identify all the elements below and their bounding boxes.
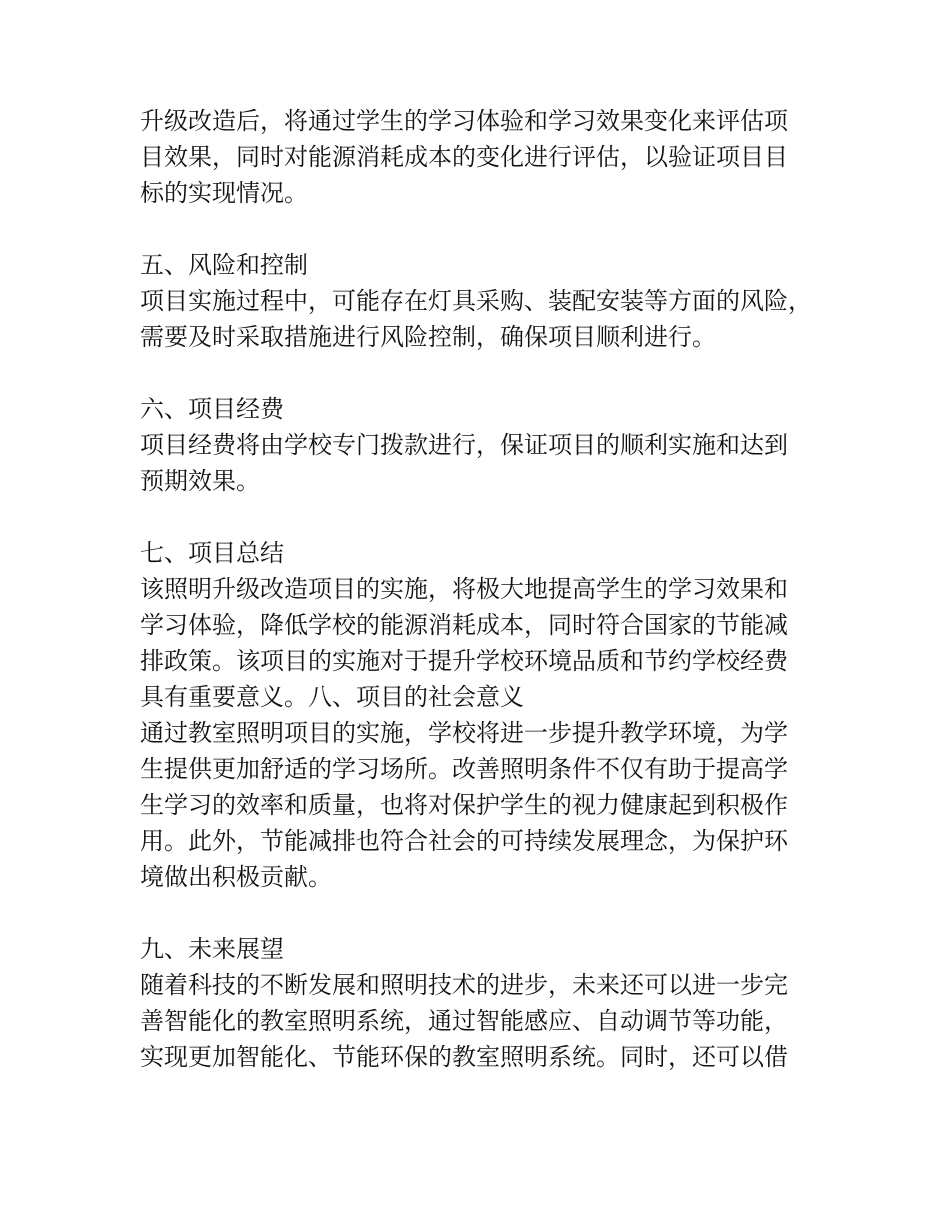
paragraph-gap — [140, 355, 830, 391]
body-line: 该照明升级改造项目的实施，将极大地提高学生的学习效果和 — [140, 575, 788, 603]
body-line: 标的实现情况。 — [140, 179, 308, 207]
body-line: 实现更加智能化、节能环保的教室照明系统。同时，还可以借 — [140, 1043, 788, 1071]
body-line: 具有重要意义。八、项目的社会意义 — [140, 683, 524, 711]
body-line: 升级改造后，将通过学生的学习体验和学习效果变化来评估项 — [140, 107, 788, 135]
section-heading-outlook: 九、未来展望 — [140, 935, 284, 963]
body-line: 境做出积极贡献。 — [140, 863, 332, 891]
body-line: 预期效果。 — [140, 467, 260, 495]
body-line: 生学习的效率和质量，也将对保护学生的视力健康起到积极作 — [140, 791, 788, 819]
body-line: 用。此外，节能减排也符合社会的可持续发展理念，为保护环 — [140, 827, 788, 855]
body-line: 项目实施过程中，可能存在灯具采购、装配安装等方面的风险， — [140, 287, 812, 315]
section-heading-risk-control: 五、风险和控制 — [140, 251, 308, 279]
paragraph-gap — [140, 211, 830, 247]
body-line: 随着科技的不断发展和照明技术的进步，未来还可以进一步完 — [140, 971, 788, 999]
paragraph-gap — [140, 499, 830, 535]
paragraph-gap — [140, 895, 830, 931]
body-line: 学习体验，降低学校的能源消耗成本，同时符合国家的节能减 — [140, 611, 788, 639]
body-line: 通过教室照明项目的实施，学校将进一步提升教学环境，为学 — [140, 719, 788, 747]
body-line: 需要及时采取措施进行风险控制，确保项目顺利进行。 — [140, 323, 716, 351]
body-line: 善智能化的教室照明系统，通过智能感应、自动调节等功能， — [140, 1007, 788, 1035]
body-line: 目效果，同时对能源消耗成本的变化进行评估，以验证项目目 — [140, 143, 788, 171]
section-heading-funding: 六、项目经费 — [140, 395, 284, 423]
document-body — [140, 103, 830, 1075]
section-heading-summary: 七、项目总结 — [140, 539, 284, 567]
body-line: 生提供更加舒适的学习场所。改善照明条件不仅有助于提高学 — [140, 755, 788, 783]
body-line: 项目经费将由学校专门拨款进行，保证项目的顺利实施和达到 — [140, 431, 788, 459]
body-line: 排政策。该项目的实施对于提升学校环境品质和节约学校经费 — [140, 647, 788, 675]
